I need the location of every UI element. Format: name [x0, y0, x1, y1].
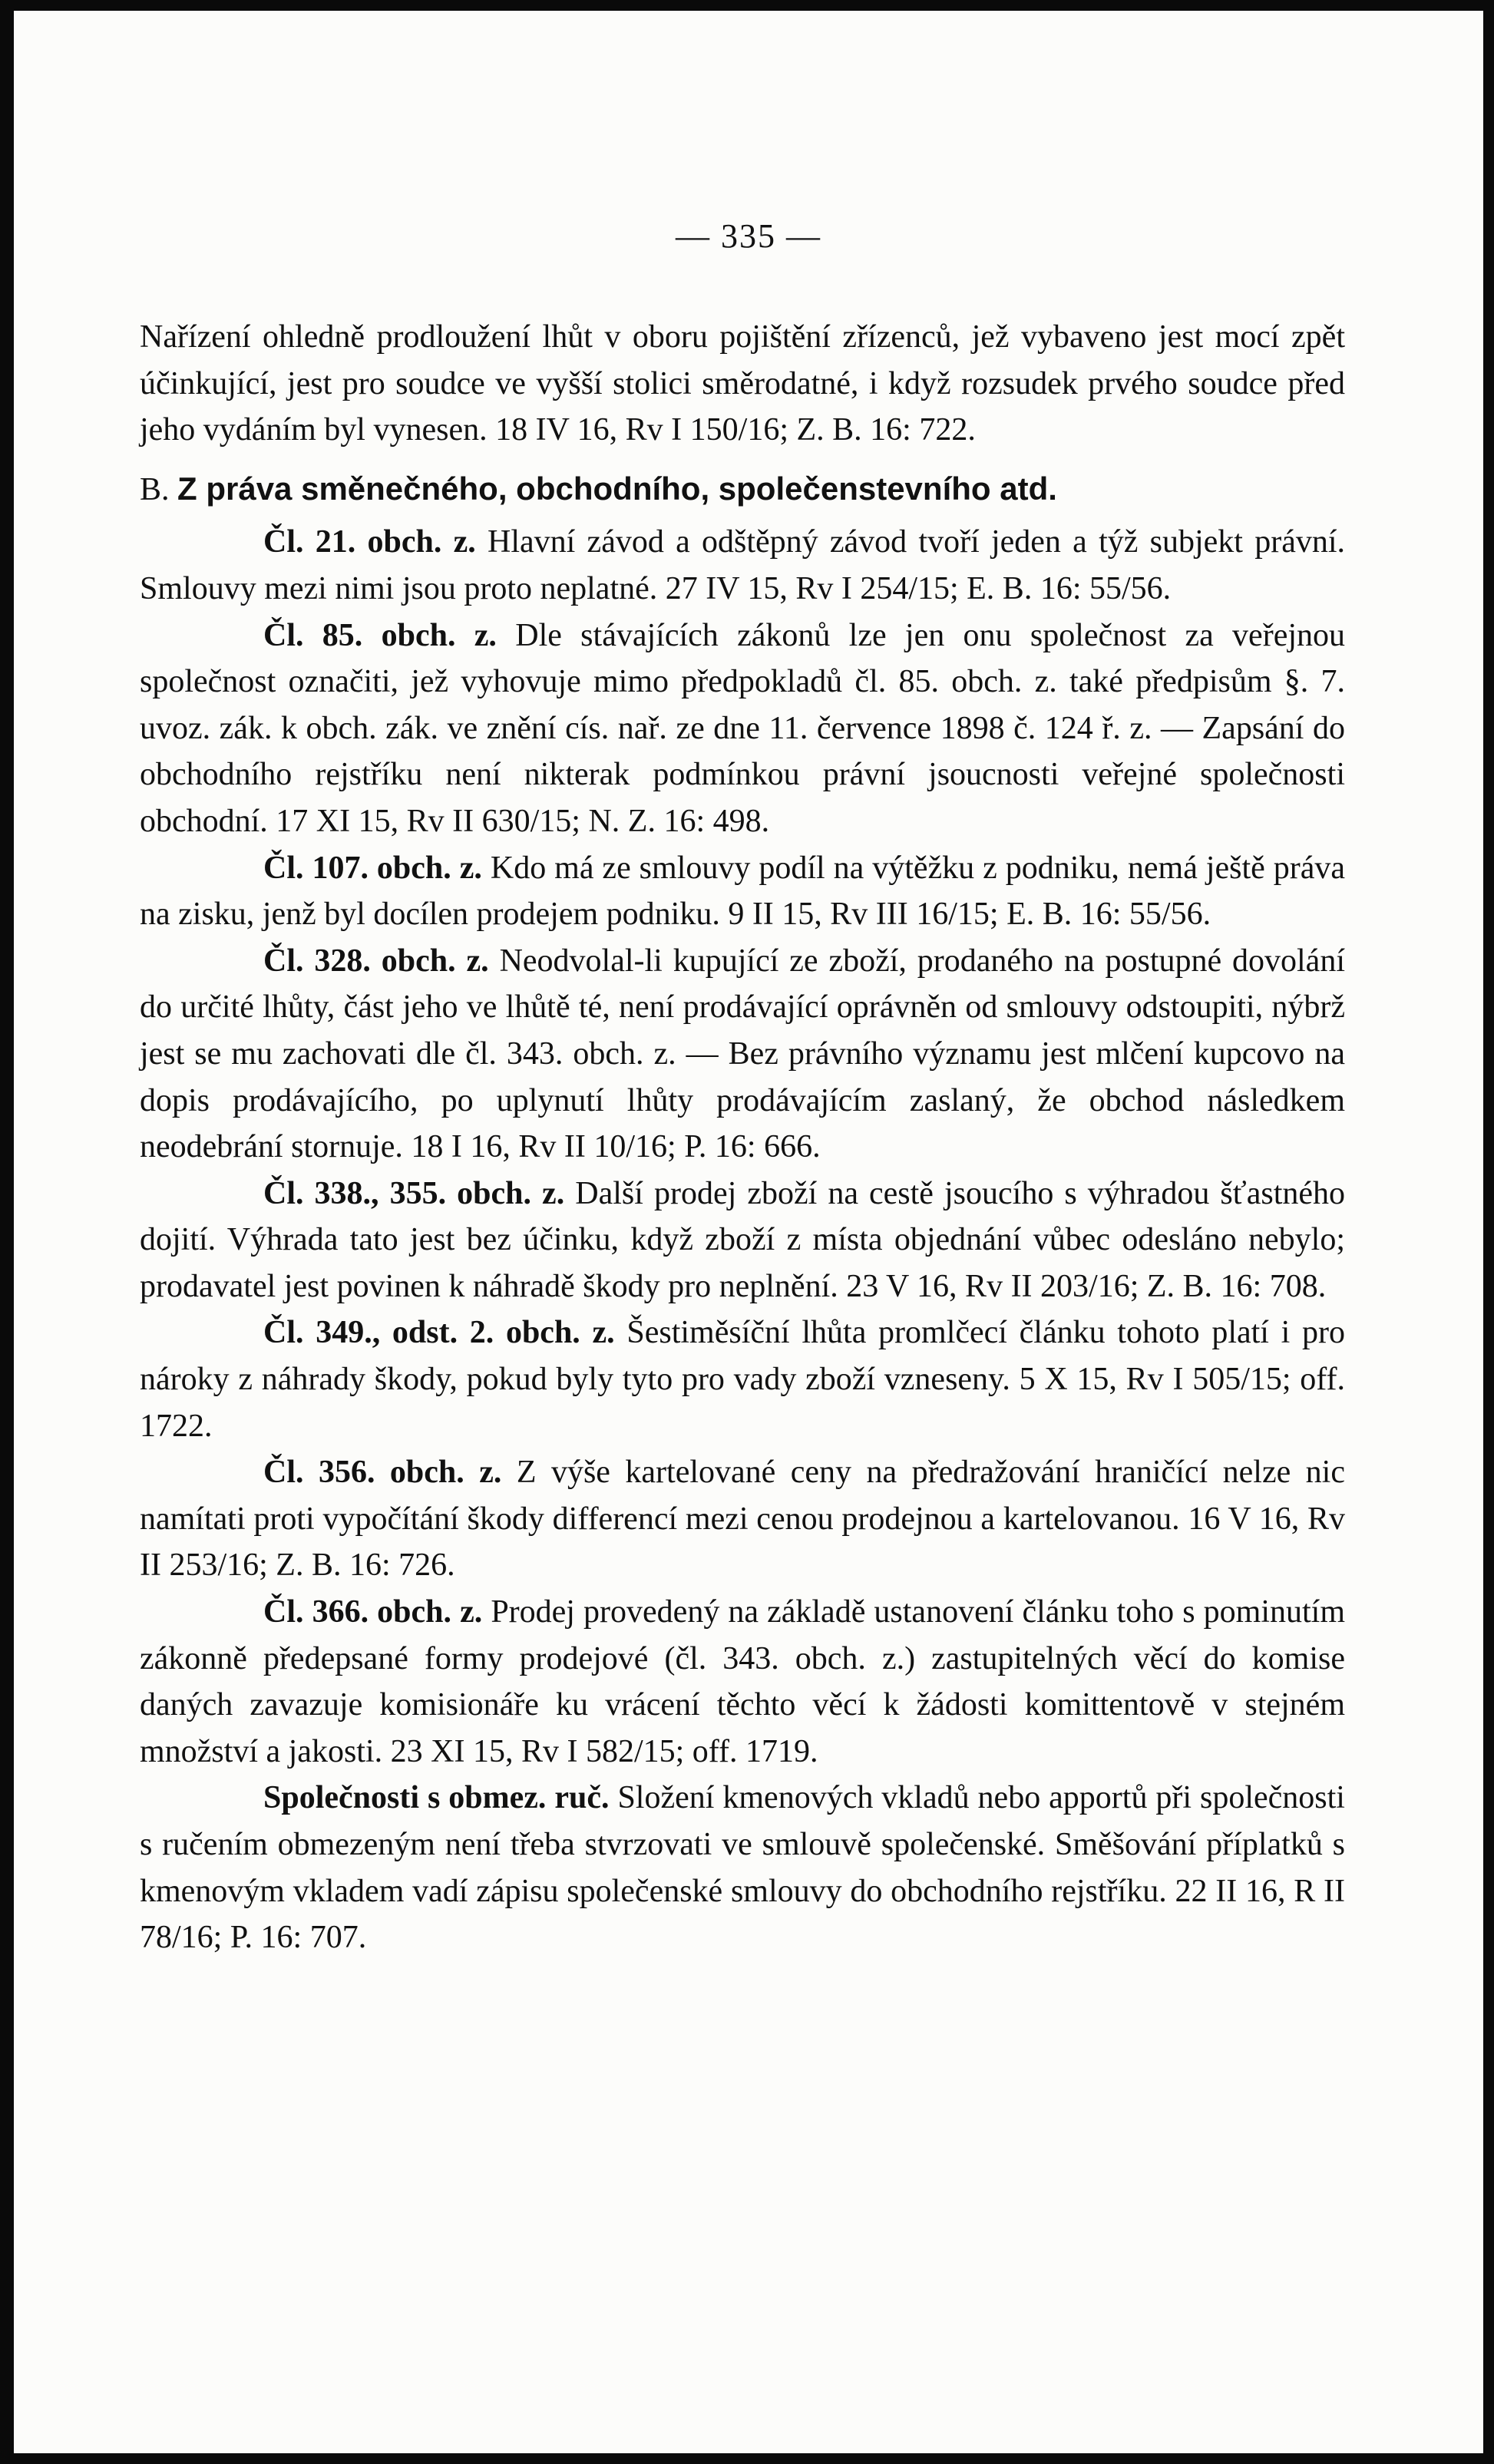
entry: [140, 1171, 1345, 1310]
entry: [140, 1449, 1345, 1589]
entry-ref: Čl. 366. obch. z.: [263, 1594, 483, 1630]
entry: [140, 1775, 1345, 1960]
entry-text: Další prodej zboží na cestě jsoucího s výhradou šťastného dojití. Výhrada tato jest bez účinku, když zboží z místa objednání vůbec odesláno nebylo; prodavatel jest povinen k náhradě škody pro neplnění. 23 V 16, Rv II 203/16; Z. B. 16: 708.: [140, 1175, 1346, 1304]
entry: [140, 613, 1345, 845]
entry: [140, 519, 1345, 612]
section-heading: [140, 466, 1345, 514]
entry-ref: Čl. 349., odst. 2. obch. z.: [263, 1315, 615, 1351]
entry-text: Kdo má ze smlouvy podíl na výtěžku z podniku, nemá ještě práva na zisku, jenž byl docílen prodejem podniku. 9 II 15, Rv III 16/15; E. B. 16: 55/56.: [140, 850, 1345, 933]
entry-text: Složení kmenových vkladů nebo apportů při společnosti s ručením obmezeným není třeba stvrzovati ve smlouvě společenské. Směšování příplatků s kmenovým vkladem vadí zápisu společenské smlouvy do obchodního rejstříku. 22 II 16, R II 78/16; P. 16: 707.: [140, 1780, 1345, 1956]
entry-text: Z výše kartelované ceny na předražování hraničící nelze nic namítati proti vypočítání škody differencí mezi cenou prodejnou a kartelovanou. 16 V 16, Rv II 253/16; Z. B. 16: 726.: [140, 1455, 1345, 1584]
entry-text: Šestiměsíční lhůta promlčecí článku tohoto platí i pro nároky z náhrady škody, pokud byly tyto pro vady zboží vzneseny. 5 X 15, Rv I 505/15; off. 1722.: [140, 1315, 1346, 1444]
entry: [140, 938, 1345, 1171]
entry-ref: Čl. 85. obch. z.: [263, 617, 497, 653]
section-letter: B.: [140, 471, 170, 507]
entry-text: Hlavní závod a odštěpný závod tvoří jeden a týž subjekt právní. Smlouvy mezi nimi jsou proto neplatné. 27 IV 15, Rv I 254/15; E. B. 16: 55/56.: [140, 524, 1346, 606]
entry: [140, 1310, 1345, 1449]
entry-text: Dle stávajících zákonů lze jen onu společnost za veřejnou společnost označiti, jež vyhovuje mimo předpokladů čl. 85. obch. z. také předpisům §. 7. uvoz. zák. k obch. zák. ve znění cís. nař. ze dne 11. července 1898 č. 124 ř. z. — Zapsání do obchodního rejstříku není nikterak podmínkou právní jsoucnosti veřejné společnosti obchodní. 17 XI 15, Rv II 630/15; N. Z. 16: 498.: [140, 617, 1345, 839]
entry-ref: Čl. 328. obch. z.: [263, 943, 489, 979]
section-title: Z práva směnečného, obchodního, společenstevního atd.: [177, 470, 1057, 507]
entry-text: Prodej provedený na základě ustanovení článku toho s pominutím zákonně předepsané formy prodejové (čl. 343. obch. z.) zastupitelných věcí do komise daných zavazuje komisionáře ku vrácení těchto věcí k žádosti komittentově v stejném množství a jakosti. 23 XI 15, Rv I 582/15; off. 1719.: [140, 1594, 1346, 1769]
intro-paragraph: Nařízení ohledně prodloužení lhůt v oboru pojištění zřízenců, jež vybaveno jest mocí zpět účinkující, jest pro soudce ve vyšší stolici směrodatné, i když rozsudek prvého soudce před jeho vydáním byl vynesen. 18 IV 16, Rv I 150/16; Z. B. 16: 722.: [140, 319, 1345, 448]
page-number: — 335 —: [676, 217, 821, 255]
entry-ref: Společnosti s obmez. ruč.: [263, 1780, 610, 1816]
entry-text: Neodvolal-li kupující ze zboží, prodaného na postupné dovolání do určité lhůty, část jeho ve lhůtě té, není prodávající oprávněn od smlouvy odstoupiti, nýbrž jest se mu zachovati dle čl. 343. obch. z. — Bez právního významu jest mlčení kupcovo na dopis prodávajícího, po uplynutí lhůty prodávajícím zaslaný, že obchod následkem neodebrání stornuje. 18 I 16, Rv II 10/16; P. 16: 666.: [140, 943, 1345, 1165]
entry: [140, 1589, 1345, 1775]
entry: [140, 845, 1345, 938]
entry-ref: Čl. 107. obch. z.: [263, 850, 482, 886]
page-body: [140, 314, 1345, 1961]
book-page: [14, 11, 1483, 2453]
entry-ref: Čl. 338., 355. obch. z.: [263, 1175, 565, 1211]
entry-ref: Čl. 21. obch. z.: [263, 524, 476, 560]
entry-ref: Čl. 356. obch. z.: [263, 1455, 502, 1491]
